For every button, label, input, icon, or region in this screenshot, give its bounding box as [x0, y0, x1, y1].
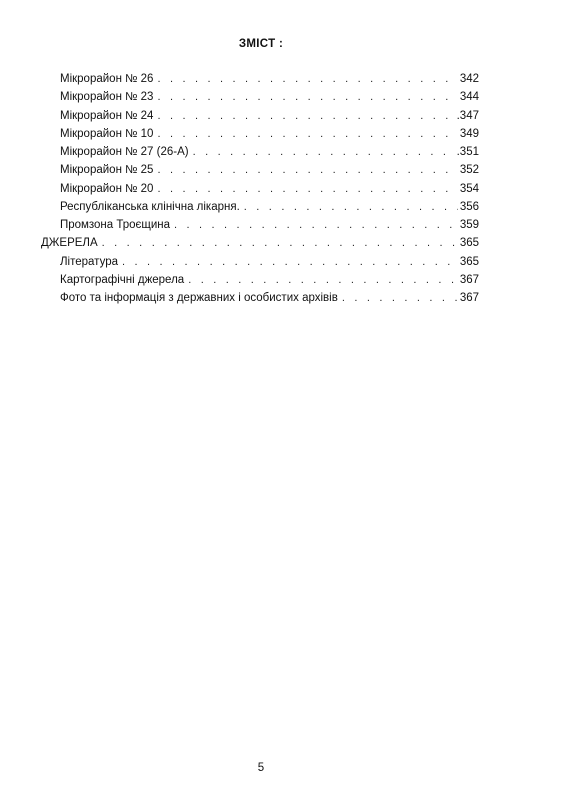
dot-leader	[157, 72, 479, 86]
dot-leader	[122, 255, 479, 269]
toc-entry-page: 354	[459, 182, 479, 195]
toc-entry-page: 367	[459, 292, 479, 305]
page-number: 5	[257, 762, 265, 774]
toc-entry-page: .347	[456, 109, 479, 122]
dot-leader	[174, 218, 479, 232]
toc-entry-label: Мікрорайон № 10	[60, 127, 154, 140]
toc-section-heading	[0, 234, 575, 252]
toc-entry-page: 365	[459, 237, 479, 250]
toc-entry	[0, 271, 575, 289]
toc-entry-label: Мікрорайон № 23	[60, 91, 154, 104]
toc-entry	[0, 253, 575, 271]
dot-leader	[157, 90, 479, 104]
dot-leader	[244, 200, 479, 214]
toc-entry-label: Мікрорайон № 25	[60, 164, 154, 177]
dot-leader	[157, 109, 479, 123]
toc-entry-label: Фото та інформація з державних і особистих архівів	[60, 292, 338, 305]
toc-entry	[0, 125, 575, 143]
toc-entry-label: Промзона Троєщина	[60, 219, 170, 232]
toc-entry-label: Картографічні джерела	[60, 273, 185, 286]
toc-entry-label: Мікрорайон № 27 (26-А)	[60, 146, 189, 159]
dot-leader	[157, 163, 479, 177]
toc-entry-page: 342	[459, 73, 479, 86]
toc-entry-label: Мікрорайон № 20	[60, 182, 154, 195]
table-of-contents	[0, 70, 575, 307]
toc-entry	[0, 143, 575, 161]
page-title: ЗМІСТ :	[238, 38, 284, 50]
toc-entry-page: 365	[459, 255, 479, 268]
toc-entry-page: 349	[459, 127, 479, 140]
toc-entry	[0, 70, 575, 88]
dot-leader	[102, 236, 479, 250]
toc-entry-label: ДЖЕРЕЛА	[41, 237, 98, 250]
dot-leader	[157, 127, 479, 141]
toc-entry	[0, 107, 575, 125]
toc-entry	[0, 216, 575, 234]
dot-leader	[157, 182, 479, 196]
toc-entry-page: 356	[459, 200, 479, 213]
toc-entry	[0, 289, 575, 307]
toc-entry-label: Мікрорайон № 24	[60, 109, 154, 122]
toc-entry	[0, 88, 575, 106]
toc-entry-page: 367	[459, 273, 479, 286]
toc-entry-page: 352	[459, 164, 479, 177]
toc-entry-page: 344	[459, 91, 479, 104]
toc-entry-label: Республіканська клінічна лікарня.	[60, 200, 240, 213]
toc-entry	[0, 161, 575, 179]
toc-entry	[0, 198, 575, 216]
toc-entry-label: Література	[60, 255, 118, 268]
dot-leader	[193, 145, 479, 159]
toc-entry-label: Мікрорайон № 26	[60, 73, 154, 86]
toc-entry	[0, 180, 575, 198]
toc-entry-page: 359	[459, 219, 479, 232]
dot-leader	[188, 273, 479, 287]
toc-entry-page: .351	[456, 146, 479, 159]
